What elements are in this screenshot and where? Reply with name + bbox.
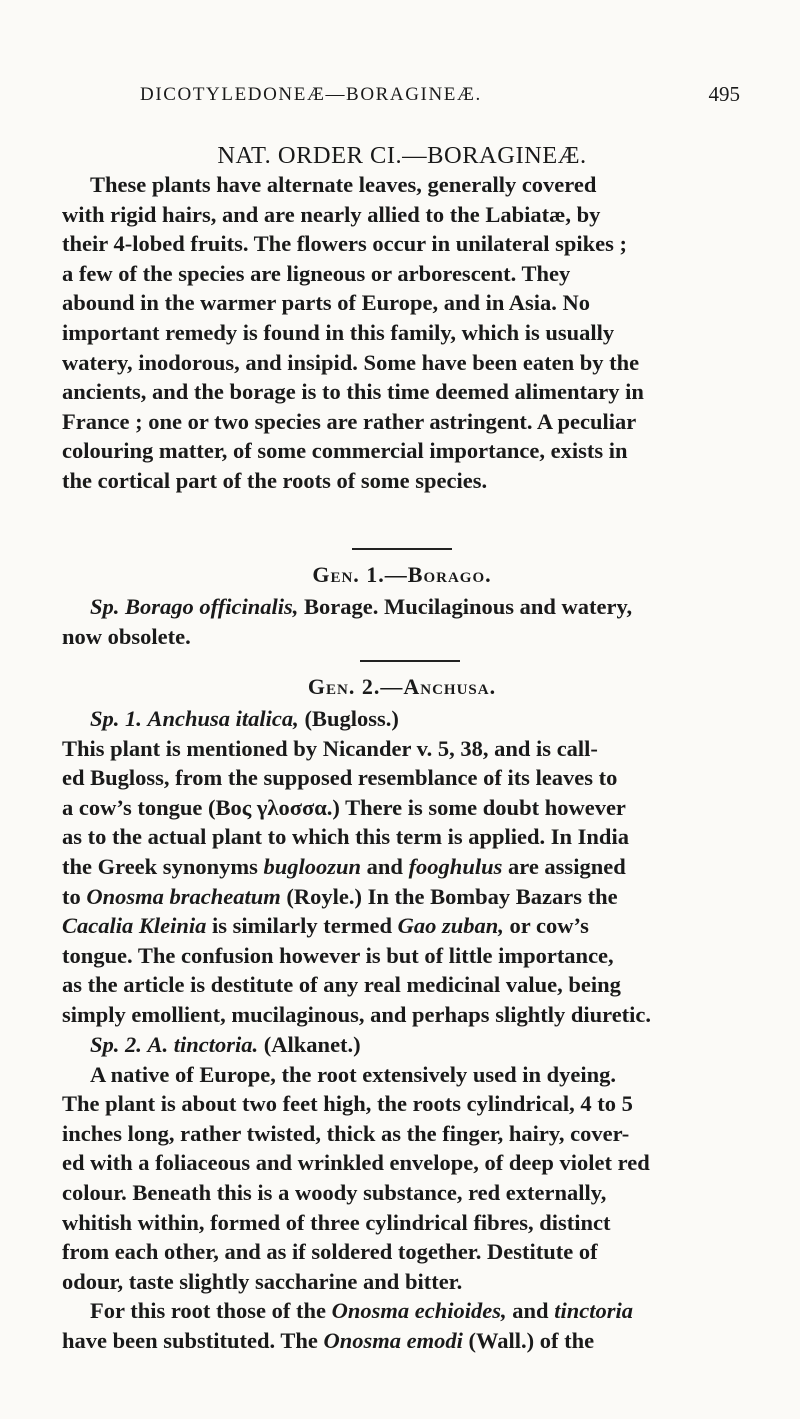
- entry-line: now obsolete.: [62, 623, 191, 649]
- entry-line: to Onosma bracheatum (Royle.) In the Bombay Bazars the: [62, 883, 618, 909]
- entry-line: the Greek synonyms bugloozun and fooghulus are assigned: [62, 853, 626, 879]
- entry-line: inches long, rather twisted, thick as the finger, hairy, cover-: [62, 1120, 630, 1146]
- intro-line: colouring matter, of some commercial importance, exists in: [62, 438, 628, 464]
- intro-line: watery, inodorous, and insipid. Some have been eaten by the: [62, 349, 640, 375]
- entry-line: A native of Europe, the root extensively used in dyeing.: [90, 1061, 617, 1087]
- entry-line: ed with a foliaceous and wrinkled envelope, of deep violet red: [62, 1150, 650, 1176]
- intro-line: with rigid hairs, and are nearly allied to the Labiatæ, by: [62, 201, 601, 227]
- entry-line: colour. Beneath this is a woody substance, red externally,: [62, 1179, 607, 1205]
- species-name: Anchusa italica,: [147, 706, 299, 731]
- running-title: DICOTYLEDONEÆ—BORAGINEÆ.: [140, 84, 482, 105]
- entry-line: have been substituted. The Onosma emodi (Wall.) of the: [62, 1327, 595, 1353]
- intro-line: a few of the species are ligneous or arborescent. They: [62, 260, 571, 286]
- intro-line: their 4-lobed fruits. The flowers occur in unilateral spikes ;: [62, 231, 627, 257]
- entry-line: For this root those of the Onosma echioides, and tinctoria: [90, 1298, 633, 1324]
- species-label: Sp. 1.: [90, 706, 142, 731]
- intro-line: abound in the warmer parts of Europe, and in Asia. No: [62, 290, 591, 316]
- entry-line: as the article is destitute of any real medicinal value, being: [62, 972, 621, 998]
- intro-line: These plants have alternate leaves, generally covered: [90, 172, 597, 197]
- entry-line: tongue. The confusion however is but of little importance,: [62, 942, 614, 968]
- entry-line: odour, taste slightly saccharine and bitter.: [62, 1268, 463, 1294]
- intro-line: France ; one or two species are rather astringent. A peculiar: [62, 408, 637, 434]
- page-number: 495: [708, 82, 740, 106]
- entry-line: This plant is mentioned by Nicander v. 5, 38, and is call-: [62, 735, 598, 761]
- genus-heading-anchusa: Gen. 2.—Anchusa.: [307, 674, 497, 699]
- species-name: A. tinctoria.: [147, 1032, 259, 1057]
- order-title: NAT. ORDER CI.—BORAGINEÆ.: [217, 142, 587, 169]
- intro-paragraph: [62, 170, 742, 496]
- intro-line: important remedy is found in this family, which is usually: [62, 319, 615, 345]
- intro-line: ancients, and the borage is to this time deemed alimentary in: [62, 379, 644, 405]
- anchusa-italica-entry: [62, 704, 742, 1030]
- entry-line: Cacalia Kleinia is similarly termed Gao zuban, or cow’s: [62, 913, 589, 939]
- entry-line: simply emollient, mucilaginous, and perhaps slightly diuretic.: [62, 1001, 652, 1027]
- intro-line: the cortical part of the roots of some species.: [62, 467, 488, 493]
- species-label: Sp. 2.: [90, 1032, 142, 1057]
- species-name: Borago officinalis,: [125, 594, 299, 619]
- species-description: Borage. Mucilaginous and watery,: [298, 594, 633, 619]
- entry-line: The plant is about two feet high, the roots cylindrical, 4 to 5: [62, 1091, 633, 1117]
- section-divider: [360, 660, 460, 662]
- species-label: Sp.: [90, 594, 120, 619]
- section-divider: [352, 548, 452, 550]
- entry-line: from each other, and as if soldered together. Destitute of: [62, 1239, 598, 1265]
- borago-entry: [62, 592, 742, 651]
- species-common-name: (Bugloss.): [298, 706, 399, 731]
- entry-line: whitish within, formed of three cylindrical fibres, distinct: [62, 1209, 611, 1235]
- anchusa-tinctoria-entry: [62, 1030, 742, 1356]
- entry-line: ed Bugloss, from the supposed resemblance of its leaves to: [62, 765, 618, 791]
- running-head: [140, 84, 740, 114]
- entry-line: a cow’s tongue (Βος γλοσσα.) There is some doubt however: [62, 794, 626, 820]
- entry-line: as to the actual plant to which this term is applied. In India: [62, 824, 629, 850]
- genus-heading-borago: Gen. 1.—Borago.: [312, 562, 492, 587]
- species-common-name: (Alkanet.): [258, 1032, 361, 1057]
